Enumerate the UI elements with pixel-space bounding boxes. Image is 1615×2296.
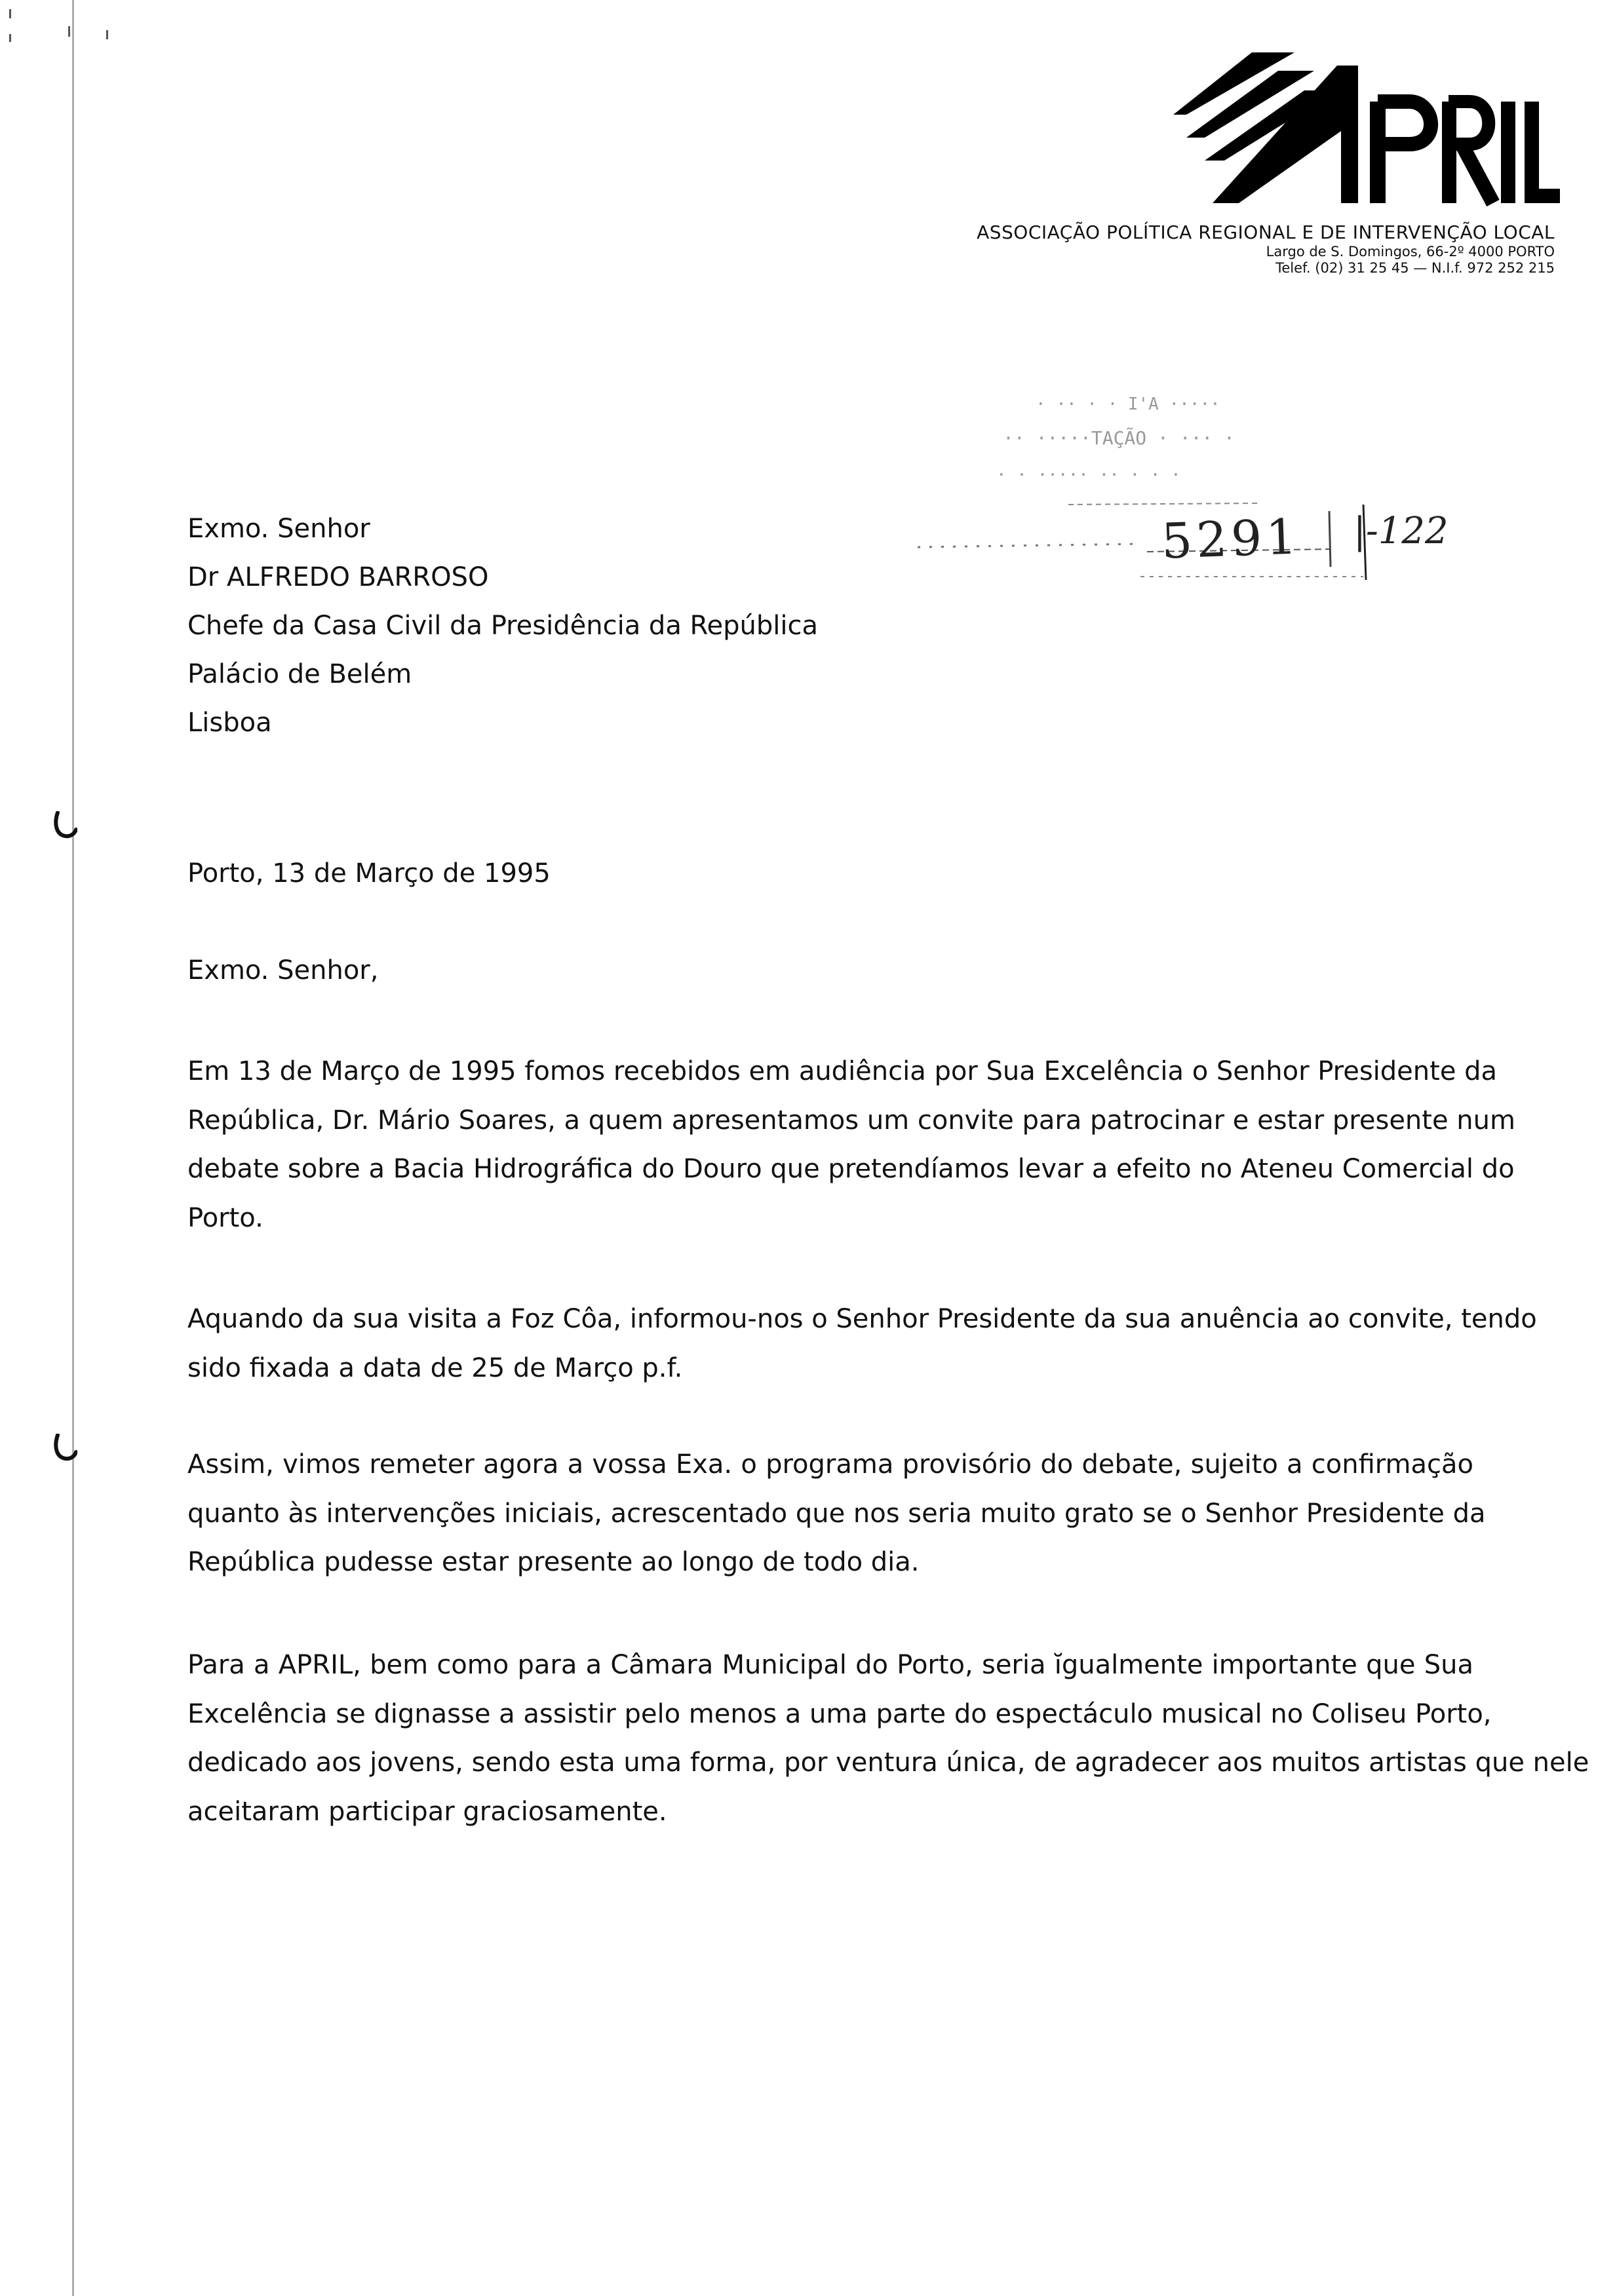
letterhead-contact — [899, 221, 1555, 277]
body-paragraph-1 — [187, 1047, 1515, 1242]
stamp-line-2: ·· ·····TAÇÃO · ··· · — [1003, 427, 1236, 449]
recipient-salutation: Exmo. Senhor — [187, 514, 370, 544]
paragraph-line: dedicado aos jovens, sendo esta uma forma, por ventura única, de agradecer aos muitos artistas que nele — [187, 1748, 1589, 1778]
paragraph-line: aceitaram participar graciosamente. — [187, 1796, 667, 1827]
stamp-entry-suffix: |-122 — [1353, 510, 1449, 552]
binder-hole-mark — [51, 1434, 77, 1463]
paragraph-line: República, Dr. Mário Soares, a quem apresentamos um convite para patrocinar e estar presente num — [187, 1105, 1515, 1136]
stamp-line-1: · ·· · · I'A ····· — [1036, 394, 1220, 414]
page-margin-line — [72, 0, 74, 2296]
letter-greeting: Exmo. Senhor, — [187, 955, 379, 985]
organization-address: Largo de S. Domingos, 66-2º 4000 PORTO — [1266, 244, 1555, 259]
paragraph-line: Porto. — [187, 1202, 263, 1233]
recipient-city: Lisboa — [187, 708, 272, 738]
paragraph-line: Assim, vimos remeter agora a vossa Exa. o programa provisório do debate, sujeito a confirmação — [187, 1449, 1473, 1480]
scan-speck — [9, 34, 11, 42]
stamp-line-3: · · ····· ·· · · · — [996, 465, 1181, 485]
scan-speck — [106, 30, 108, 39]
body-paragraph-2 — [187, 1295, 1537, 1392]
stamp-rule-lines — [905, 380, 1494, 603]
body-paragraph-4 — [187, 1641, 1589, 1836]
scan-speck — [68, 26, 70, 37]
stamp-entry-number: 5291 — [1160, 508, 1302, 570]
paragraph-line: Para a APRIL, bem como para a Câmara Municipal do Porto, seria ĭgualmente importante que Sua — [187, 1650, 1473, 1680]
letter-date: Porto, 13 de Março de 1995 — [187, 858, 551, 889]
paragraph-line: quanto às intervenções iniciais, acrescentado que nos seria muito grato se o Senhor Presidente da — [187, 1498, 1486, 1529]
organization-name: ASSOCIAÇÃO POLÍTICA REGIONAL E DE INTERVENÇÃO LOCAL — [977, 221, 1555, 243]
paragraph-line: República pudesse estar presente ao longo de todo dia. — [187, 1547, 920, 1577]
recipient-block — [187, 505, 818, 747]
reception-stamp — [905, 380, 1494, 603]
recipient-name: Dr ALFREDO BARROSO — [187, 562, 489, 592]
binder-hole-mark — [51, 811, 77, 840]
paragraph-line: sido fixada a data de 25 de Março p.f. — [187, 1352, 683, 1383]
paragraph-line: debate sobre a Bacia Hidrográfica do Douro que pretendíamos levar a efeito no Ateneu Comercial do — [187, 1154, 1515, 1184]
paragraph-line: Aquando da sua visita a Foz Côa, informou-nos o Senhor Presidente da sua anuência ao convite, tendo — [187, 1304, 1537, 1334]
scan-speck — [9, 9, 11, 18]
recipient-position: Chefe da Casa Civil da Presidência da República — [187, 611, 819, 641]
paragraph-line: Excelência se dignasse a assistir pelo menos a uma parte do espectáculo musical no Coliseu Porto, — [187, 1698, 1492, 1729]
paragraph-line: Em 13 de Março de 1995 fomos recebidos em audiência por Sua Excelência o Senhor Presidente da — [187, 1056, 1498, 1086]
body-paragraph-3 — [187, 1440, 1486, 1587]
organization-telephone: Telef. (02) 31 25 45 — N.I.f. 972 252 215 — [1275, 260, 1555, 276]
april-logo — [1173, 52, 1560, 210]
recipient-place: Palácio de Belém — [187, 659, 412, 689]
